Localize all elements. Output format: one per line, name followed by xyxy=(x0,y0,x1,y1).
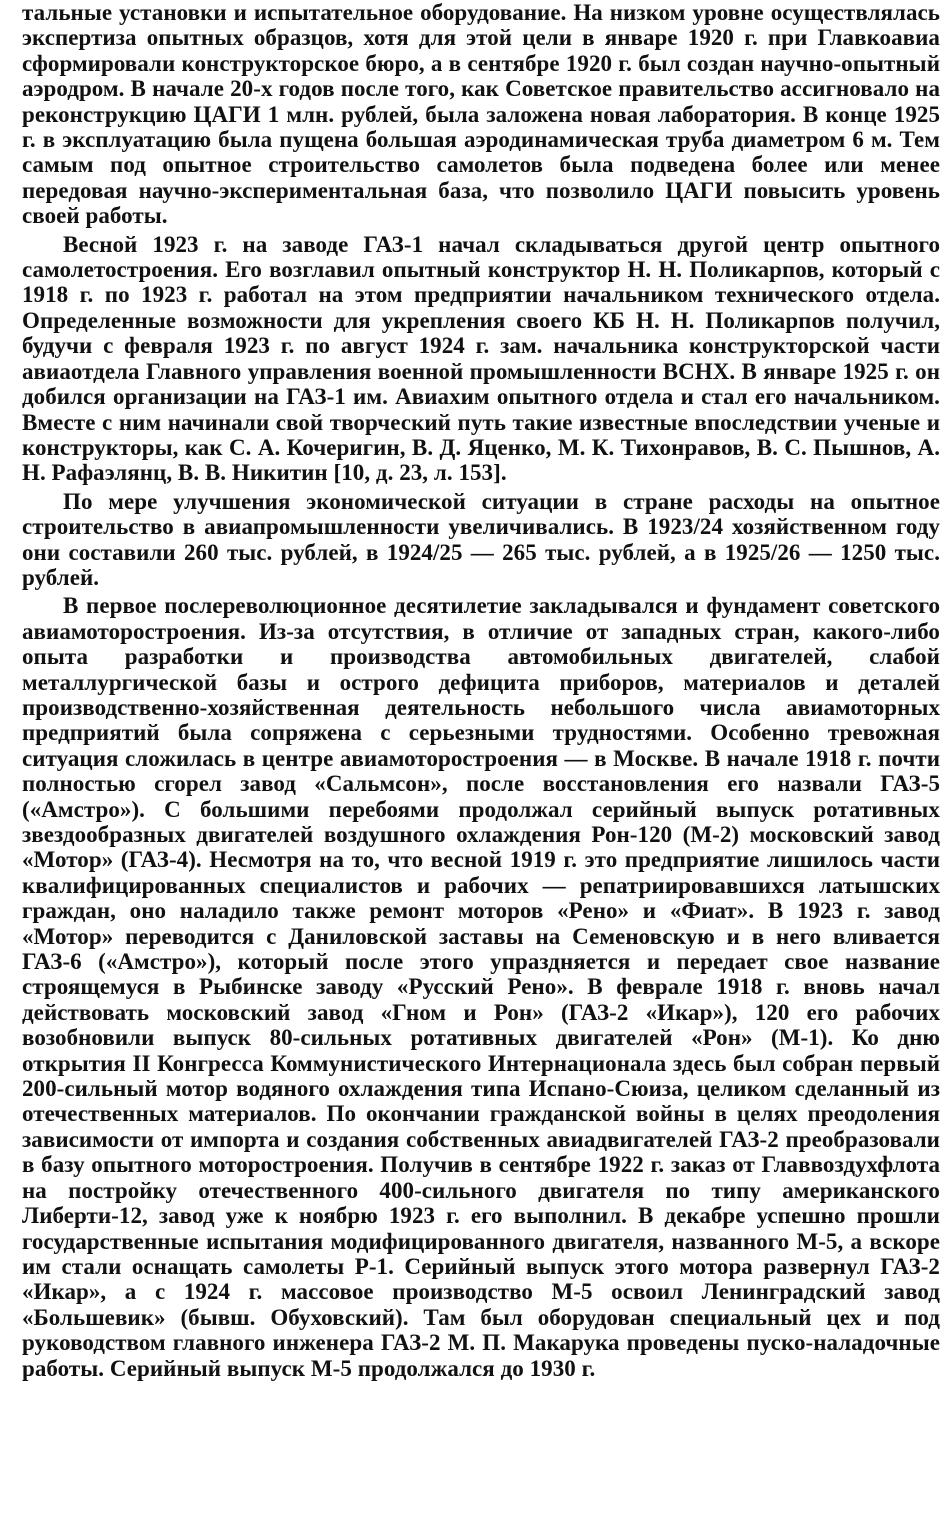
paragraph-1: тальные установки и испытательное оборудование. На низком уровне осуществлялась экспертиза опытных образцов, хотя для этой цели в январе 1920 г. при Главкоавиа сформировали конструкторское бюро, а в сентябре 1920 г. был создан научно-опытный аэродром. В начале 20-х годов после того, как Советское правительство ассигновало на реконструкцию ЦАГИ 1 млн. рублей, была заложена новая лаборатория. В конце 1925 г. в эксплуатацию была пущена большая аэродинамическая труба диаметром 6 м. Тем самым под опытное строительство самолетов была подведена более или менее передовая научно-экспериментальная база, что позволило ЦАГИ повысить уровень своей работы. xyxy=(22,0,940,229)
book-page xyxy=(22,0,940,1384)
paragraph-3: По мере улучшения экономической ситуации в стране расходы на опытное строительство в авиапромышленности увеличивались. В 1923/24 хозяйственном году они составили 260 тыс. рублей, в 1924/25 — 265 тыс. рублей, а в 1925/26 — 1250 тыс. рублей. xyxy=(22,488,940,590)
paragraph-2: Весной 1923 г. на заводе ГАЗ-1 начал складываться другой центр опытного самолетостроения. Его возглавил опытный конструктор Н. Н. Поликарпов, который с 1918 г. по 1923 г. работал на этом предприятии начальником технического отдела. Определенные возможности для укрепления своего КБ Н. Н. Поликарпов получил, будучи с февраля 1923 г. по август 1924 г. зам. начальника конструкторской части авиаотдела Главного управления военной промышленности ВСНХ. В январе 1925 г. он добился организации на ГАЗ-1 им. Авиахим опытного отдела и стал его начальником. Вместе с ним начинали свой творческий путь такие известные впоследствии ученые и конструкторы, как С. А. Кочеригин, В. Д. Яценко, М. К. Тихонравов, В. С. Пышнов, А. Н. Рафаэлянц, В. В. Никитин [10, д. 23, л. 153]. xyxy=(22,231,940,486)
paragraph-4: В первое послереволюционное десятилетие закладывался и фундамент советского авиамоторостроения. Из-за отсутствия, в отличие от западных стран, какого-либо опыта разработки и производства автомобильных двигателей, слабой металлургической базы и острого дефицита приборов, материалов и деталей производственно-хозяйственная деятельность небольшого числа авиамоторных предприятий была сопряжена с серьезными трудностями. Особенно тревожная ситуация сложилась в центре авиамоторостроения — в Москве. В начале 1918 г. почти полностью сгорел завод «Сальмсон», после восстановления его назвали ГАЗ-5 («Амстро»). С большими перебоями продолжал серийный выпуск ротативных звездообразных двигателей воздушного охлаждения Рон-120 (М-2) московский завод «Мотор» (ГАЗ-4). Несмотря на то, что весной 1919 г. это предприятие лишилось части квалифицированных специалистов и рабочих — репатриировавшихся латышских граждан, оно наладило также ремонт моторов «Рено» и «Фиат». В 1923 г. завод «Мотор» переводится с Даниловской заставы на Семеновскую и в него вливается ГАЗ-6 («Амстро»), который после этого упраздняется и передает свое название строящемуся в Рыбинске заводу «Русский Рено». В феврале 1918 г. вновь начал действовать московский завод «Гном и Рон» (ГАЗ-2 «Икар»), 120 его рабочих возобновили выпуск 80-сильных ротативных двигателей «Рон» (М-1). Ко дню открытия II Конгресса Коммунистического Интернационала здесь был собран первый 200-сильный мотор водяного охлаждения типа Испано-Сюиза, целиком сделанный из отечественных материалов. По окончании гражданской войны в целях преодоления зависимости от импорта и создания собственных авиадвигателей ГАЗ-2 преобразовали в базу опытного моторостроения. Получив в сентябре 1922 г. заказ от Главвоздухфлота на постройку отечественного 400-сильного двигателя по типу американского Либерти-12, завод уже к ноябрю 1923 г. его выполнил. В декабре успешно прошли государственные испытания модифицированного двигателя, названного М-5, а вскоре им стали оснащать самолеты Р-1. Серийный выпуск этого мотора развернул ГАЗ-2 «Икар», а с 1924 г. массовое производство М-5 освоил Ленинградский завод «Большевик» (бывш. Обуховский). Там был оборудован специальный цех и под руководством главного инженера ГАЗ-2 М. П. Макарука проведены пуско-наладочные работы. Серийный выпуск М-5 продолжался до 1930 г. xyxy=(22,593,940,1381)
